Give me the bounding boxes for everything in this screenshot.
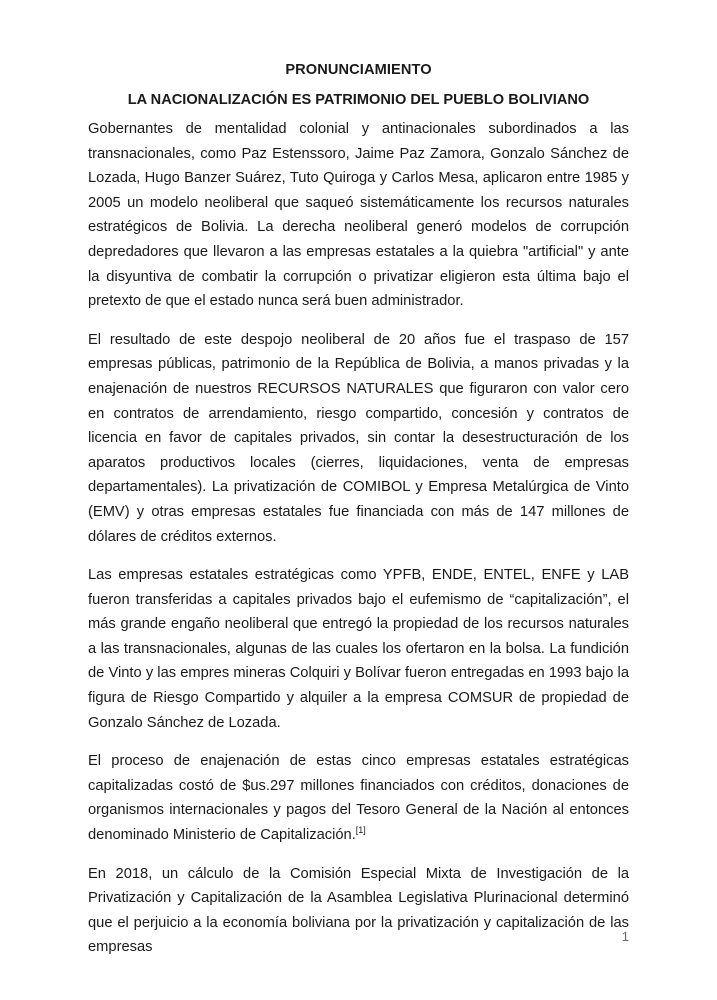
document-heading: PRONUNCIAMIENTO (285, 62, 432, 78)
paragraph-3: Las empresas estatales estratégicas como YPFB, ENDE, ENTEL, ENFE y LAB fueron transferidas a capitales privados bajo el eufemismo de “capitalización”, el más grande engaño neoliberal que entregó la propiedad de los recursos naturales a las transnacionales, algunas de las cuales los ofertaron en la bolsa. La fundición de Vinto y las empres mineras Colquiri y Bolívar fueron entregadas en 1993 bajo la figura de Riesgo Compartido y alquiler a la empresa COMSUR de propiedad de Gonzalo Sánchez de Lozada. (88, 567, 629, 731)
page-number: 1 (621, 929, 629, 944)
paragraph-4 (88, 749, 629, 847)
paragraph-4-text: El proceso de enajenación de estas cinco empresas estatales estratégicas capitalizadas costó de $us.297 millones financiados con créditos, donaciones de organismos internacionales y pagos del Tesoro General de la Nación al entonces denominado Ministerio de Capitalización. (88, 753, 629, 844)
paragraph-1: Gobernantes de mentalidad colonial y antinacionales subordinados a las transnacionales, como Paz Estenssoro, Jaime Paz Zamora, Gonzalo Sánchez de Lozada, Hugo Banzer Suárez, Tuto Quiroga y Carlos Mesa, aplicaron entre 1985 y 2005 un modelo neoliberal que saqueó sistemáticamente los recursos naturales estratégicos de Bolivia. La derecha neoliberal generó modelos de corrupción depredadores que llevaron a las empresas estatales a la quiebra "artificial" y ante la disyuntiva de combatir la corrupción o privatizar eligieron esta última bajo el pretexto de que el estado nunca será buen administrador. (88, 121, 629, 310)
paragraph-2: El resultado de este despojo neoliberal de 20 años fue el traspaso de 157 empresas públicas, patrimonio de la República de Bolivia, a manos privadas y la enajenación de nuestros RECURSOS NATURALES que figuraron con valor cero en contratos de arrendamiento, riesgo compartido, concesión y contratos de licencia en favor de capitales privados, sin contar la desestructuración de los aparatos productivos locales (cierres, liquidaciones, venta de empresas departamentales). La privatización de COMIBOL y Empresa Metalúrgica de Vinto (EMV) y otras empresas estatales fue financiada con más de 147 millones de dólares de créditos externos. (88, 331, 629, 545)
document-subheading: LA NACIONALIZACIÓN ES PATRIMONIO DEL PUEBLO BOLIVIANO (127, 92, 590, 108)
footnote-reference[interactable]: [1] (355, 825, 366, 836)
document-body (88, 117, 629, 960)
paragraph-5: En 2018, un cálculo de la Comisión Especial Mixta de Investigación de la Privatización y Capitalización de la Asamblea Legislativa Plurinacional determinó que el perjuicio a la economía boliviana por la privatización y capitalización de las empresas (88, 865, 629, 956)
